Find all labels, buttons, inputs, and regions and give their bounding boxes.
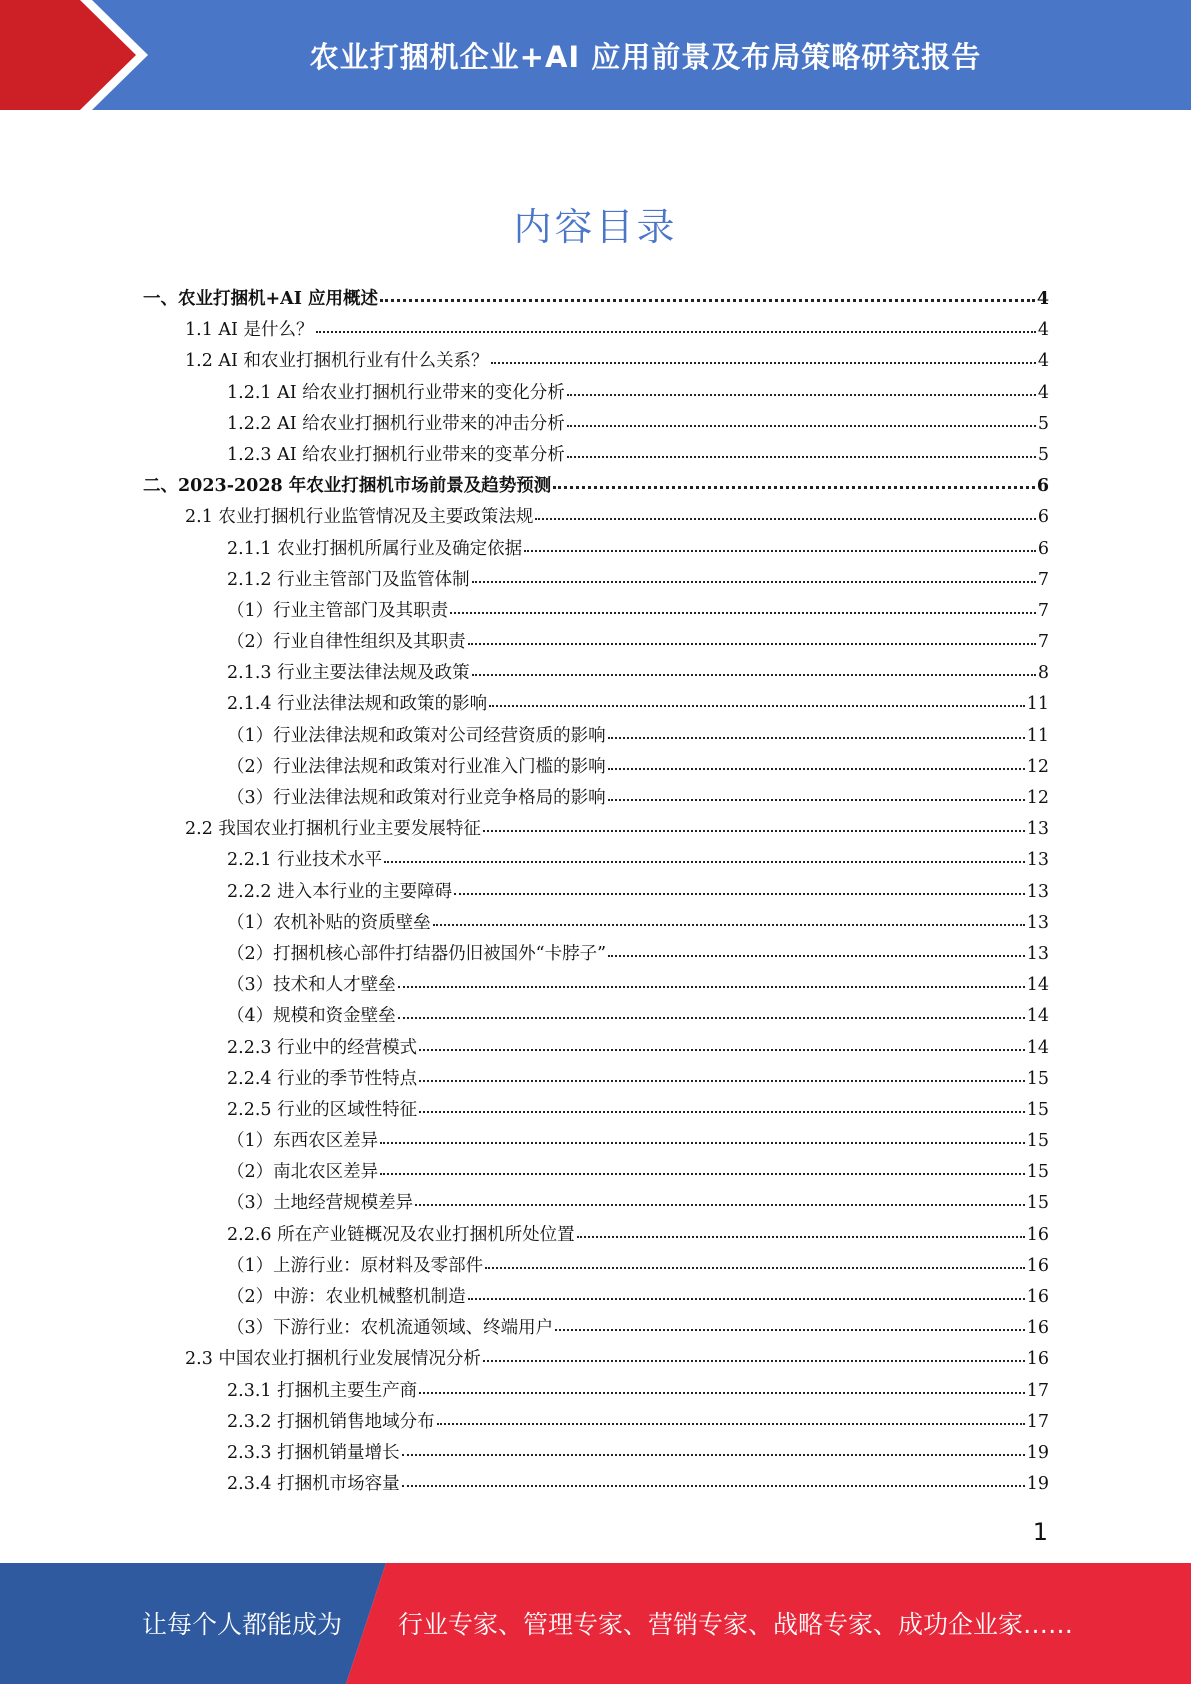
toc-entry-text: 2.1.1 农业打捆机所属行业及确定依据 — [227, 538, 523, 559]
toc-title: 内容目录 — [513, 205, 678, 249]
toc-entry-text: 2.2.3 行业中的经营模式 — [227, 1037, 418, 1058]
toc-leader-dots — [472, 673, 1036, 676]
toc-leader-dots — [454, 892, 1025, 895]
toc-entry-page: 13 — [1026, 850, 1049, 871]
toc-entry-page: 17 — [1026, 1411, 1049, 1432]
toc-entry-page: 19 — [1026, 1442, 1049, 1463]
toc-leader-dots — [316, 330, 1036, 333]
toc-entry-page: 12 — [1026, 756, 1049, 777]
toc-entry-text: （3）土地经营规模差异 — [227, 1193, 414, 1214]
toc-entry[interactable] — [143, 285, 1049, 316]
toc-entry[interactable] — [143, 1439, 1049, 1470]
table-of-contents — [143, 285, 1049, 1501]
toc-entry[interactable] — [143, 628, 1049, 659]
toc-entry-text: （1）东西农区差异 — [227, 1131, 379, 1152]
toc-entry-page: 6 — [1037, 538, 1049, 559]
toc-leader-dots — [608, 767, 1025, 770]
toc-entry[interactable] — [143, 566, 1049, 597]
toc-entry-page: 5 — [1037, 444, 1049, 465]
toc-entry[interactable] — [143, 1314, 1049, 1345]
toc-leader-dots — [419, 1048, 1025, 1051]
toc-entry-text: 2.2.1 行业技术水平 — [227, 850, 383, 871]
toc-entry-page: 15 — [1026, 1099, 1049, 1120]
toc-entry-text: 2.2.4 行业的季节性特点 — [227, 1068, 418, 1089]
toc-entry-text: 1.2.3 AI 给农业打捆机行业带来的变革分析 — [227, 444, 565, 465]
toc-leader-dots — [468, 1297, 1025, 1300]
toc-entry[interactable] — [143, 784, 1049, 815]
toc-entry-text: 2.3 中国农业打捆机行业发展情况分析 — [185, 1349, 481, 1370]
toc-leader-dots — [419, 1110, 1025, 1113]
toc-entry[interactable] — [143, 753, 1049, 784]
toc-entry[interactable] — [143, 410, 1049, 441]
footer-banner — [0, 1563, 1191, 1684]
toc-leader-dots — [489, 704, 1025, 707]
toc-entry-page: 7 — [1037, 600, 1049, 621]
toc-entry-page: 7 — [1037, 569, 1049, 590]
toc-entry[interactable] — [143, 1065, 1049, 1096]
toc-leader-dots — [483, 1359, 1025, 1362]
footer-slogan-left: 让每个人都能成为 — [142, 1610, 343, 1639]
toc-entry-text: （2）南北农区差异 — [227, 1162, 379, 1183]
toc-entry[interactable] — [143, 441, 1049, 472]
toc-leader-dots — [450, 611, 1036, 614]
toc-entry-page: 15 — [1026, 1131, 1049, 1152]
toc-leader-dots — [567, 424, 1036, 427]
toc-leader-dots — [491, 361, 1036, 364]
toc-entry-page: 13 — [1026, 943, 1049, 964]
toc-entry-page: 14 — [1026, 975, 1049, 996]
toc-entry[interactable] — [143, 1252, 1049, 1283]
toc-entry-text: 2.2.6 所在产业链概况及农业打捆机所处位置 — [227, 1224, 575, 1245]
toc-leader-dots — [398, 985, 1025, 988]
toc-entry-text: 1.2 AI 和农业打捆机行业有什么关系？ — [185, 351, 489, 372]
toc-leader-dots — [485, 1266, 1025, 1269]
toc-entry-page: 15 — [1026, 1162, 1049, 1183]
toc-entry-page: 16 — [1026, 1287, 1049, 1307]
toc-entry-page: 11 — [1026, 694, 1049, 715]
toc-leader-dots — [472, 580, 1036, 583]
toc-leader-dots — [553, 485, 1035, 489]
toc-entry[interactable] — [143, 1034, 1049, 1065]
toc-entry-text: （1）行业法律法规和政策对公司经营资质的影响 — [227, 725, 606, 746]
toc-entry-page: 6 — [1037, 507, 1049, 528]
toc-entry[interactable] — [143, 1408, 1049, 1439]
toc-entry[interactable] — [143, 690, 1049, 721]
toc-leader-dots — [402, 1453, 1025, 1456]
red-arrow-shape — [0, 0, 160, 110]
toc-entry[interactable] — [143, 379, 1049, 410]
toc-entry-page: 6 — [1036, 476, 1049, 497]
toc-entry[interactable] — [143, 940, 1049, 971]
header-banner — [0, 0, 1191, 110]
toc-entry[interactable] — [143, 535, 1049, 566]
toc-entry-page: 5 — [1037, 413, 1049, 434]
toc-entry[interactable] — [143, 722, 1049, 753]
toc-entry-page: 7 — [1037, 632, 1049, 653]
toc-entry[interactable] — [143, 878, 1049, 909]
toc-leader-dots — [437, 1422, 1025, 1425]
toc-entry-text: 2.3.4 打捆机市场容量 — [227, 1474, 400, 1495]
toc-leader-dots — [483, 829, 1025, 832]
toc-entry-text: 1.2.1 AI 给农业打捆机行业带来的变化分析 — [227, 382, 565, 403]
toc-entry[interactable] — [143, 347, 1049, 378]
toc-entry-page: 13 — [1026, 912, 1049, 933]
toc-leader-dots — [608, 954, 1025, 957]
toc-entry-page: 16 — [1026, 1318, 1049, 1339]
toc-entry-page: 8 — [1037, 663, 1049, 684]
toc-entry-page: 4 — [1037, 351, 1049, 372]
toc-leader-dots — [567, 455, 1036, 458]
report-title: 农业打捆机企业+AI 应用前景及布局策略研究报告 — [309, 39, 982, 74]
toc-entry-page: 4 — [1037, 320, 1049, 341]
toc-leader-dots — [415, 1203, 1025, 1206]
toc-leader-dots — [433, 923, 1025, 926]
toc-leader-dots — [398, 1016, 1025, 1019]
toc-entry-page: 4 — [1036, 289, 1049, 309]
footer-slogan-right: 行业专家、管理专家、营销专家、战略专家、成功企业家…… — [398, 1610, 1074, 1639]
toc-entry-text: 2.2 我国农业打捆机行业主要发展特征 — [185, 819, 481, 840]
toc-entry-text: 2.1.4 行业法律法规和政策的影响 — [227, 694, 488, 715]
toc-leader-dots — [608, 736, 1025, 739]
toc-entry[interactable] — [143, 815, 1049, 846]
toc-entry-text: 1.2.2 AI 给农业打捆机行业带来的冲击分析 — [227, 413, 565, 434]
toc-entry[interactable] — [143, 597, 1049, 628]
toc-entry-page: 15 — [1026, 1068, 1049, 1089]
toc-entry[interactable] — [143, 659, 1049, 690]
toc-entry-page: 13 — [1026, 881, 1049, 902]
toc-leader-dots — [468, 642, 1036, 645]
toc-entry-page: 12 — [1026, 788, 1049, 808]
toc-entry-text: （3）下游行业：农机流通领域、终端用户 — [227, 1318, 554, 1339]
toc-leader-dots — [380, 298, 1035, 302]
toc-entry-page: 19 — [1026, 1474, 1049, 1495]
toc-leader-dots — [524, 549, 1036, 552]
toc-entry-text: （1）上游行业：原材料及零部件 — [227, 1255, 484, 1276]
toc-entry-text: （1）农机补贴的资质壁垒 — [227, 912, 431, 933]
toc-entry[interactable] — [143, 1096, 1049, 1127]
toc-entry[interactable] — [143, 1221, 1049, 1252]
toc-entry-text: 2.1.2 行业主管部门及监管体制 — [227, 569, 470, 590]
toc-entry[interactable] — [143, 1283, 1049, 1314]
toc-entry-text: 2.3.3 打捆机销量增长 — [227, 1442, 400, 1463]
toc-entry-text: （3）技术和人才壁垒 — [227, 975, 396, 996]
toc-entry-text: 1.1 AI 是什么？ — [185, 320, 314, 341]
toc-entry-page: 11 — [1026, 725, 1049, 746]
toc-entry[interactable] — [143, 1158, 1049, 1189]
toc-entry-text: 2.1.3 行业主要法律法规及政策 — [227, 663, 470, 684]
toc-entry[interactable] — [143, 1470, 1049, 1501]
toc-entry-page: 15 — [1026, 1193, 1049, 1214]
toc-entry-page: 16 — [1026, 1224, 1049, 1245]
toc-entry-text: 2.3.1 打捆机主要生产商 — [227, 1380, 418, 1401]
toc-entry[interactable] — [143, 971, 1049, 1002]
page-number: 1 — [1032, 1518, 1048, 1546]
toc-entry[interactable] — [143, 316, 1049, 347]
toc-entry[interactable] — [143, 1345, 1049, 1376]
toc-entry[interactable] — [143, 1189, 1049, 1220]
toc-entry-text: 2.3.2 打捆机销售地域分布 — [227, 1411, 435, 1432]
toc-entry-text: （4）规模和资金壁垒 — [227, 1006, 396, 1027]
toc-entry[interactable] — [143, 472, 1049, 503]
toc-entry[interactable] — [143, 1127, 1049, 1158]
toc-entry[interactable] — [143, 503, 1049, 534]
toc-entry-text: （2）中游：农业机械整机制造 — [227, 1287, 466, 1307]
toc-entry[interactable] — [143, 1377, 1049, 1408]
toc-entry-text: 2.1 农业打捆机行业监管情况及主要政策法规 — [185, 507, 534, 528]
toc-leader-dots — [567, 393, 1036, 396]
toc-entry-page: 16 — [1026, 1255, 1049, 1276]
toc-leader-dots — [384, 860, 1025, 863]
toc-entry-text: （3）行业法律法规和政策对行业竞争格局的影响 — [227, 788, 606, 808]
toc-entry-text: 一、农业打捆机+AI 应用概述 — [143, 289, 379, 309]
toc-entry-page: 16 — [1026, 1349, 1049, 1370]
toc-entry-text: （2）打捆机核心部件打结器仍旧被国外“卡脖子” — [227, 943, 607, 964]
toc-entry-text: （2）行业法律法规和政策对行业准入门槛的影响 — [227, 756, 606, 777]
toc-leader-dots — [380, 1172, 1025, 1175]
toc-leader-dots — [555, 1328, 1025, 1331]
toc-leader-dots — [380, 1141, 1025, 1144]
toc-leader-dots — [535, 517, 1035, 520]
toc-entry-text: 2.2.2 进入本行业的主要障碍 — [227, 881, 453, 902]
toc-leader-dots — [577, 1235, 1025, 1238]
toc-leader-dots — [419, 1079, 1025, 1082]
toc-entry-page: 13 — [1026, 819, 1049, 840]
toc-entry-text: （1）行业主管部门及其职责 — [227, 600, 449, 621]
toc-entry-page: 4 — [1037, 382, 1049, 403]
toc-leader-dots — [419, 1391, 1025, 1394]
toc-leader-dots — [402, 1484, 1025, 1487]
toc-entry-text: 二、2023-2028 年农业打捆机市场前景及趋势预测 — [143, 476, 552, 497]
toc-leader-dots — [608, 798, 1025, 801]
toc-entry-page: 14 — [1026, 1006, 1049, 1027]
toc-entry-text: 2.2.5 行业的区域性特征 — [227, 1099, 418, 1120]
toc-entry[interactable] — [143, 846, 1049, 877]
toc-entry-page: 14 — [1026, 1037, 1049, 1058]
toc-entry-text: （2）行业自律性组织及其职责 — [227, 632, 466, 653]
toc-entry[interactable] — [143, 1002, 1049, 1033]
toc-entry-page: 17 — [1026, 1380, 1049, 1401]
toc-entry[interactable] — [143, 909, 1049, 940]
